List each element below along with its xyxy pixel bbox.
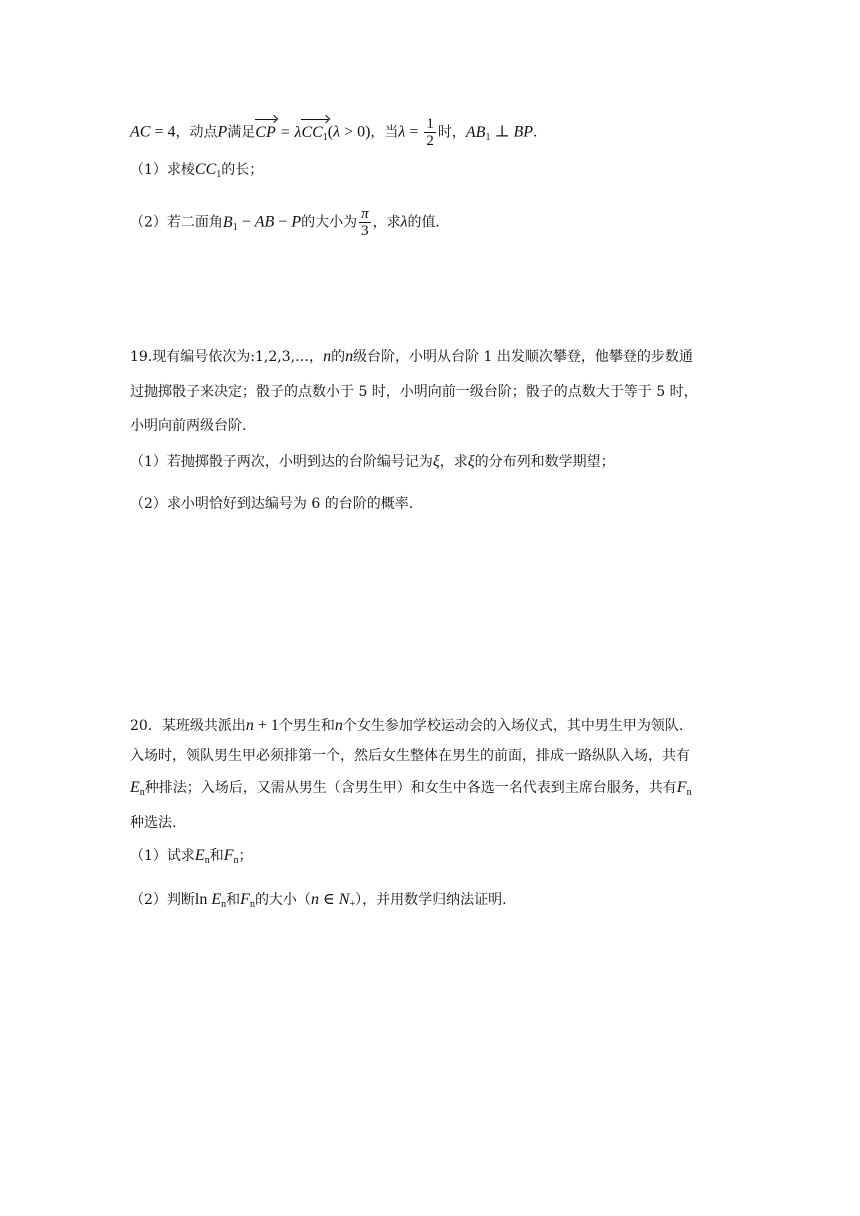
q20-line-1: 20．某班级共派出n + 1个男生和n个女生参加学校运动会的入场仪式，其中男生甲为领队.: [130, 717, 684, 734]
q18-line-1: AC = 4，动点P满足CP = λCC$_1$(λ > 0)，当λ = $\frac{1}{2}$ 时，$AB_1$ ⊥ BP.: [130, 116, 538, 149]
q19-part-1: （1）若抛掷骰子两次，小明到达的台阶编号记为ξ，求ξ的分布列和数学期望；: [130, 453, 615, 470]
q20-part-2: （2）判断$\ln E_n$和$F_n$的大小（n ∈ $N_+$），并用数学归纳法证明.: [130, 891, 507, 910]
q20-line-2: 入场时，领队男生甲必须排第一个，然后女生整体在男生的前面，排成一路纵队入场，共有: [130, 748, 690, 764]
q19-line-1: 19.现有编号依次为:1,2,3,…，n的n级台阶，小明从台阶 1 出发顺次攀登，他攀登的步数通: [130, 348, 693, 365]
q18-part-2: （2）若二面角$B_1$ − AB − P的大小为 $\frac{\pi}{3}$ ，求λ的值.: [130, 206, 440, 239]
fraction-one-half: $\frac{1}{2}$: [426, 116, 434, 149]
q20-line-4: 种选法.: [130, 815, 177, 831]
q18-part-1: （1）求棱$CC_1$的长；: [130, 161, 264, 180]
fraction-pi-over-three: $\frac{\pi}{3}$: [361, 206, 369, 239]
q19-line-3: 小明向前两级台阶.: [130, 418, 247, 434]
q19-part-2: （2）求小明恰好到达编号为 6 的台阶的概率.: [130, 496, 414, 512]
q19-line-2: 过抛掷骰子来决定；骰子的点数小于 5 时，小明向前一级台阶；骰子的点数大于等于 5 时，: [130, 384, 698, 400]
q20-part-1: （1）试求$E_n$和$F_n$；: [130, 847, 253, 866]
q20-line-3: $E_n$种排法；入场后，又需从男生（含男生甲）和女生中各选一名代表到主席台服务，共有$F_n$: [130, 779, 692, 798]
